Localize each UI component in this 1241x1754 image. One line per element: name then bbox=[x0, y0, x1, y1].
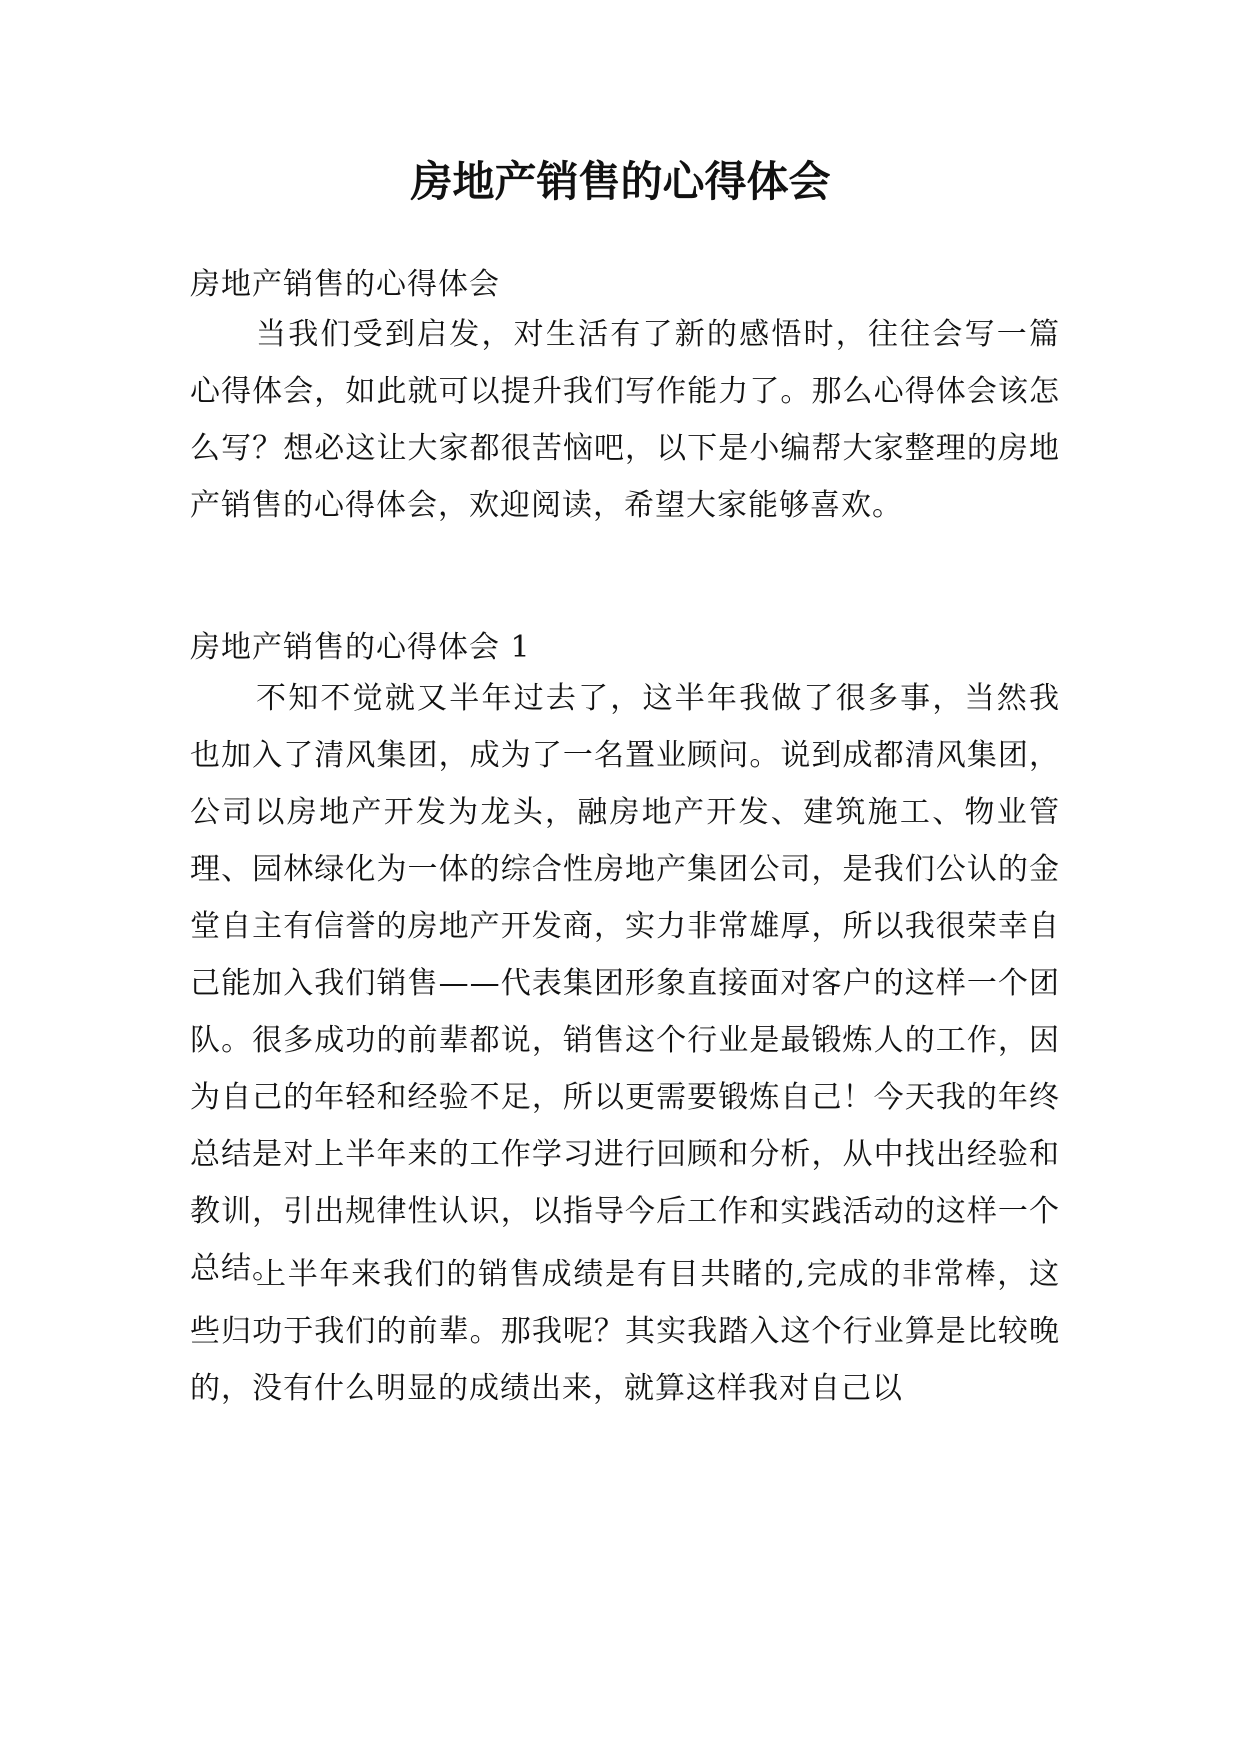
intro-paragraph: 当我们受到启发，对生活有了新的感悟时，往往会写一篇心得体会，如此就可以提升我们写作能力了。那么心得体会该怎么写？想必这让大家都很苦恼吧，以下是小编帮大家整理的房地产销售的心得体会，欢迎阅读，希望大家能够喜欢。 bbox=[190, 317, 1060, 523]
section-1-paragraph-2: 上半年来我们的销售成绩是有目共睹的,完成的非常棒，这些归功于我们的前辈。那我呢？其实我踏入这个行业算是比较晚的，没有什么明显的成绩出来，就算这样我对自己以 bbox=[190, 1257, 1060, 1406]
section-1-paragraph-1: 不知不觉就又半年过去了，这半年我做了很多事，当然我也加入了清风集团，成为了一名置业顾问。说到成都清风集团，公司以房地产开发为龙头，融房地产开发、建筑施工、物业管理、园林绿化为一体的综合性房地产集团公司，是我们公认的金堂自主有信誉的房地产开发商，实力非常雄厚，所以我很荣幸自己能加入我们销售——代表集团形象直接面对客户的这样一个团队。很多成功的前辈都说，销售这个行业是最锻炼人的工作，因为自己的年轻和经验不足，所以更需要锻炼自己！今天我的年终总结是对上半年来的工作学习进行回顾和分析，从中找出经验和教训，引出规律性认识，以指导今后工作和实践活动的这样一个总结。 bbox=[190, 681, 1060, 1286]
document-title: 房地产销售的心得体会 bbox=[410, 157, 831, 206]
intro-heading: 房地产销售的心得体会 bbox=[190, 267, 500, 302]
section-1-heading: 房地产销售的心得体会 1 bbox=[190, 630, 531, 665]
